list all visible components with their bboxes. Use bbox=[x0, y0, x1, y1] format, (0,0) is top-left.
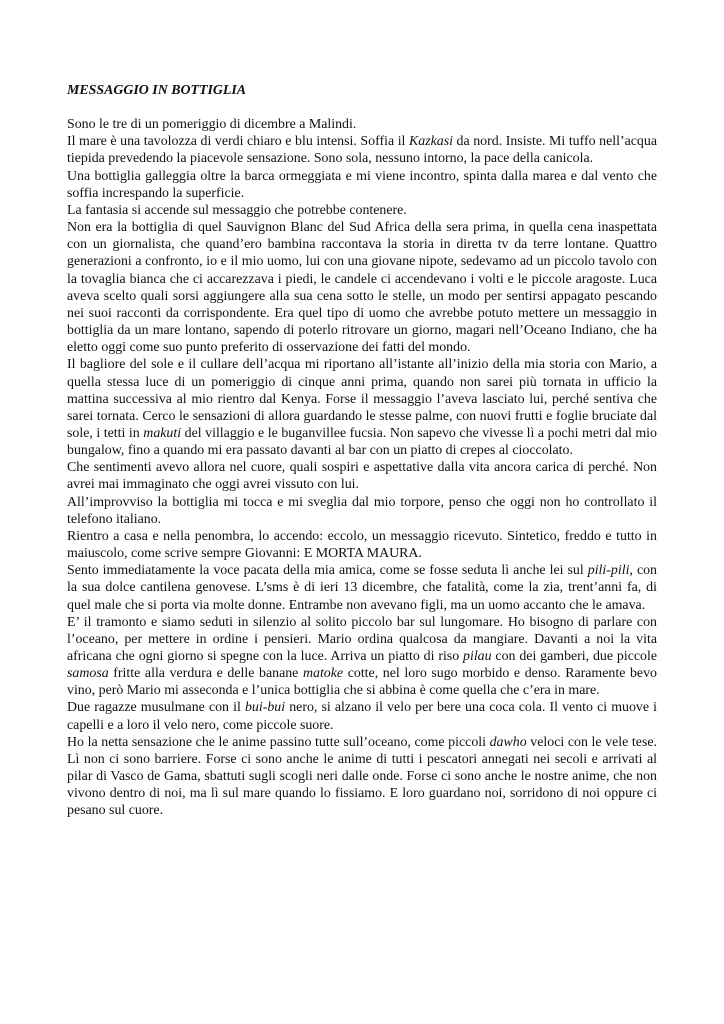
italic-term: samosa bbox=[67, 666, 109, 682]
body-paragraph: Due ragazze musulmane con il bui-bui nero, si alzano il velo per bere una coca cola. Il vento ci muove i capelli e a loro il velo nero, come piccole suore. bbox=[67, 700, 658, 733]
body-paragraph: All’improvviso la bottiglia mi tocca e mi sveglia dal mio torpore, penso che oggi non ho controllato il telefono italiano. bbox=[67, 494, 657, 527]
italic-term: dawho bbox=[489, 734, 527, 750]
italic-term: pili-pili bbox=[587, 563, 630, 579]
document-page bbox=[67, 82, 657, 820]
body-paragraph: Non era la bottiglia di quel Sauvignon Blanc del Sud Africa della sera prima, in quella cena inaspettata con un giornalista, che quand’ero bambina raccontava la storia in diretta tv da terre lontane. Quattro generazioni a confronto, io e il mio uomo, lui con una giovane nipote, sedevamo ad un piccolo tavolo con la tovaglia bianca che ci accarezzava i piedi, le candele ci accendevano i volti e le piccole aragoste. Luca aveva scelto quali sorsi aggiungere alla sua cena sotto le stelle, un modo per sentirsi appagato pescando nei suoi racconti da corrispondente. Era quel tipo di uomo che avrebbe potuto mettere un messaggio in bottiglia da un mare lontano, sapendo di poterlo ritrovare un giorno, magari nell’Oceano Indiano, che ha eletto oggi come suo punto preferito di osservazione dei fatti del mondo. bbox=[67, 220, 657, 356]
italic-term: bui-bui bbox=[244, 700, 286, 716]
document-body bbox=[67, 116, 657, 819]
body-paragraph: Il mare è una tavolozza di verdi chiaro e blu intensi. Soffia il Kazkasi da nord. Insiste. Mi tuffo nell’acqua tiepida prevedendo la piacevole sensazione. Sono sola, nessuno intorno, la pace della canicola. bbox=[67, 134, 657, 167]
body-paragraph: Il bagliore del sole e il cullare dell’acqua mi riportano all’istante all’inizio della mia storia con Mario, a quella stessa luce di un pomeriggio di cinque anni prima, quando non sarei più tornata in ufficio la mattina successiva al mio rientro dal Kenya. Forse il messaggio l’aveva lasciato lui, perché sentiva che sarei tornata. Cerco le sensazioni di allora guardando le stesse palme, con nuovi frutti e foglie bruciate dal sole, i tetti in makuti del villaggio e le buganvillee fucsia. Non sapevo che vivesse lì a pochi metri dal mio bungalow, fino a quando mi era passato davanti al bar con un piatto di crepes al cioccolato. bbox=[67, 357, 657, 459]
italic-term: matoke bbox=[302, 666, 344, 682]
italic-term: pilau bbox=[463, 649, 492, 664]
italic-term: makuti bbox=[143, 425, 182, 441]
body-paragraph: La fantasia si accende sul messaggio che potrebbe contenere. bbox=[67, 202, 407, 218]
document-title: MESSAGGIO IN BOTTIGLIA bbox=[67, 83, 247, 98]
body-paragraph: Che sentimenti avevo allora nel cuore, quali sospiri e aspettative dalla vita ancora carica di perché. Non avrei mai immaginato che oggi avrei vissuto con lui. bbox=[67, 460, 657, 493]
body-paragraph: Rientro a casa e nella penombra, lo accendo: eccolo, un messaggio ricevuto. Sintetico, freddo e tutto in maiuscolo, come scrive sempre Giovanni: E MORTA MAURA. bbox=[67, 528, 657, 562]
italic-term: Kazkasi bbox=[408, 134, 453, 150]
body-paragraph: Sono le tre di un pomeriggio di dicembre a Malindi. bbox=[67, 117, 357, 133]
body-paragraph: Una bottiglia galleggia oltre la barca ormeggiata e mi viene incontro, spinta dalla marea e dal vento che soffia increspando la superficie. bbox=[67, 168, 657, 201]
body-paragraph: E’ il tramonto e siamo seduti in silenzio al solito piccolo bar sul lungomare. Ho bisogno di parlare con l’oceano, per mettere in ordine i pensieri. Mario ordina qualcosa da mangiare. Davanti a noi la vita africana che ogni giorno si spegne con la luce. Arriva un piatto di riso pilau con dei gamberi, due piccole samosa fritte alla verdura e delle banane matoke cotte, nel loro sugo morbido e denso. Raramente bevo vino, però Mario mi asseconda e l’unica bottiglia che si abbina è come quella che c’era in mare. bbox=[67, 614, 657, 699]
body-paragraph: Ho la netta sensazione che le anime passino tutte sull’oceano, come piccoli dawho veloci con le vele tese. Lì non ci sono barriere. Forse ci sono anche le anime di tutti i pescatori annegati nei secoli e arrivati al pilar di Vasco de Gama, sbattuti sugli scogli neri dalle onde. Forse ci sono anche le nostre anime, che non vivono dentro di noi, ma lì sul mare quando lo fissiamo. E loro guardano noi, sorridono di noi oppure ci pesano sul cuore. bbox=[67, 734, 657, 819]
body-paragraph: Sento immediatamente la voce pacata della mia amica, come se fosse seduta lì anche lei sul pili-pili, con la sua dolce cantilena genovese. L’sms è di ieri 13 dicembre, che fatalità, come la zia, trent’anni fa, di quel male che si porta via molte donne. Entrambe non avevano figli, ma un uomo accanto che le amava. bbox=[67, 563, 657, 613]
